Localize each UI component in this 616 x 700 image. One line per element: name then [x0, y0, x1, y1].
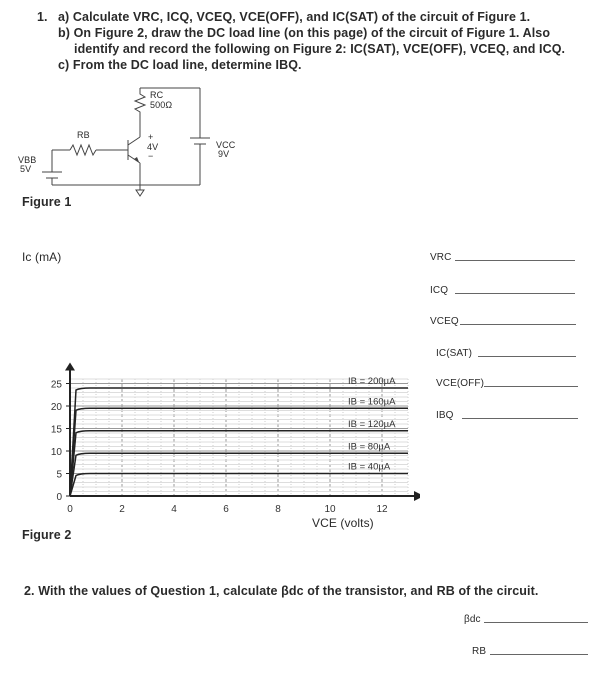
q1-number: 1. — [37, 10, 48, 24]
x-tick-label: 2 — [119, 504, 125, 515]
characteristic-graph — [0, 230, 420, 520]
y-tick-label: 25 — [50, 379, 62, 391]
ib-curve-label: IB = 200µA — [348, 376, 396, 387]
answer-label-icsat: IC(SAT) — [436, 348, 473, 359]
y-tick-label: 15 — [50, 424, 62, 436]
answer-label-bdc: βdc — [464, 614, 481, 625]
vcc-value: 9V — [218, 149, 230, 159]
x-tick-label: 10 — [324, 504, 336, 515]
x-axis-label: VCE (volts) — [312, 516, 374, 530]
vcc-label: VCC — [216, 140, 236, 150]
ib-curve-label: IB = 160µA — [348, 396, 396, 408]
circuit-diagram — [0, 0, 616, 220]
x-tick-label: 6 — [223, 504, 229, 515]
rb-label: RB — [77, 130, 90, 140]
vbb-label: VBB — [18, 155, 37, 165]
figure2-caption: Figure 2 — [22, 528, 72, 542]
x-tick-label: 12 — [376, 504, 388, 515]
y-tick-label: 0 — [56, 492, 62, 503]
answer-blank-ibq[interactable] — [462, 418, 578, 419]
ib-curve-label: IB = 120µA — [348, 418, 396, 430]
x-tick-label: 4 — [171, 504, 177, 515]
q1-part-b-line1: b) On Figure 2, draw the DC load line (on this page) of the circuit of Figure 1. Also — [58, 26, 551, 40]
x-tick-label: 8 — [275, 504, 281, 515]
ib-curve-label: IB = 80µA — [348, 441, 391, 453]
answer-label-vrc: VRC — [430, 252, 452, 263]
y-tick-label: 10 — [50, 447, 62, 458]
answer-label-ibq: IBQ — [436, 410, 454, 421]
q1-part-a: a) Calculate VRC, ICQ, VCEQ, VCE(OFF), and IC(SAT) of the circuit of Figure 1. — [58, 10, 531, 24]
vbb-value: 5V — [20, 164, 32, 174]
answer-label-rb: RB — [472, 646, 487, 657]
x-axis-arrow — [414, 491, 420, 501]
answer-blank-rb[interactable] — [490, 654, 588, 655]
answer-blank-vceq[interactable] — [460, 324, 576, 325]
y-axis-arrow — [65, 363, 75, 371]
rc-label: RC — [150, 90, 164, 100]
x-tick-label: 0 — [67, 504, 73, 515]
figure1-caption: Figure 1 — [22, 195, 72, 209]
answer-blank-vrc[interactable] — [455, 260, 575, 261]
q1-part-b-line2: identify and record the following on Figure 2: IC(SAT), VCE(OFF), VCEQ, and ICQ. — [74, 42, 566, 56]
y-tick-label: 5 — [56, 469, 62, 481]
q2-text: 2. With the values of Question 1, calculate βdc of the transistor, and RB of the circuit. — [24, 584, 539, 598]
answer-label-vceq: VCEQ — [430, 316, 459, 327]
vbe-label: 4V — [147, 142, 159, 152]
answer-blank-bdc[interactable] — [484, 622, 588, 623]
q1-part-c: c) From the DC load line, determine IBQ. — [58, 58, 302, 72]
y-axis-label: Ic (mA) — [22, 250, 62, 264]
rc-value: 500Ω — [150, 100, 173, 110]
answer-label-icq: ICQ — [430, 285, 449, 296]
answer-blank-icsat[interactable] — [478, 356, 576, 357]
vbe-plus: + — [148, 132, 154, 142]
y-tick-label: 20 — [50, 402, 62, 413]
ib-curve-label: IB = 40µA — [348, 461, 391, 473]
answer-label-vceoff: VCE(OFF) — [436, 378, 485, 389]
vbe-minus: − — [148, 151, 154, 161]
answer-blank-vceoff[interactable] — [484, 386, 578, 387]
answer-blank-icq[interactable] — [455, 293, 575, 294]
